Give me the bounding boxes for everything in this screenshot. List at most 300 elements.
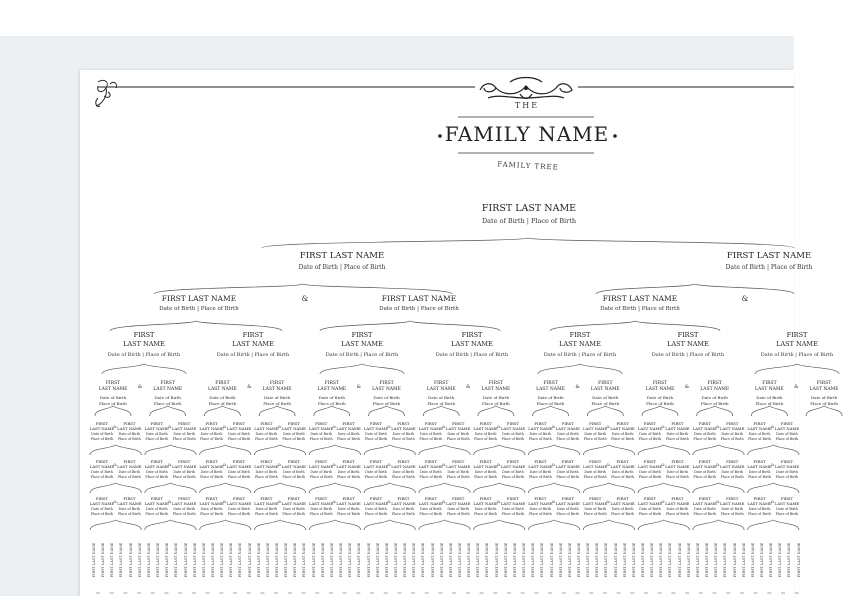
bracket-arc <box>693 445 744 455</box>
person-vertical-entry: FIRST LAST NAME <box>146 542 151 578</box>
person-place: Place of Birth <box>665 512 689 516</box>
bracket-arc <box>154 284 452 294</box>
person-place: Place of Birth <box>482 401 510 406</box>
person-details: Date of Birth | Place of Birth <box>159 306 239 312</box>
person-name-line2: LAST NAME <box>637 464 663 469</box>
person-name-line1: FIRST <box>232 496 246 501</box>
person-date: Date of Birth <box>419 507 442 511</box>
person-date: Date of Birth <box>200 432 223 436</box>
person-details: Date of Birth | Place of Birth <box>325 352 399 358</box>
person-place: Place of Birth <box>419 512 443 516</box>
person-name-line1: FIRST <box>260 459 273 464</box>
person-date: Date of Birth <box>639 432 661 436</box>
person-date: Date of Birth <box>91 507 113 511</box>
person-name-line1: FIRST <box>342 459 355 464</box>
ampersand: & <box>551 424 556 429</box>
person-vertical-entry: FIRST LAST NAME <box>668 542 673 578</box>
bracket-arc <box>419 520 470 530</box>
person-place: Place of Birth <box>720 512 744 516</box>
family-name-title: FAMILY NAME <box>444 122 610 146</box>
person-name-line1: FIRST <box>589 421 602 426</box>
ampersand: & <box>496 424 501 429</box>
bracket-arc <box>693 483 744 493</box>
person-name-line1: FIRST <box>762 381 777 386</box>
person-name-line2: LAST NAME <box>207 387 237 392</box>
person-place: Place of Birth <box>748 475 772 479</box>
person-date: Date of Birth <box>810 395 838 400</box>
person-place: Place of Birth <box>810 401 838 406</box>
person-vertical-entry: FIRST LAST NAME <box>448 542 453 578</box>
person-name-line2: LAST NAME <box>117 501 142 506</box>
person-name-line2: LAST NAME <box>226 464 252 469</box>
person-place: Place of Birth <box>391 475 415 479</box>
bracket-arc <box>110 321 282 331</box>
person-name-line2: LAST NAME <box>500 501 526 506</box>
person-date: Date of Birth <box>447 432 470 436</box>
bracket-arc <box>638 483 689 493</box>
person-date: Date of Birth <box>173 507 196 511</box>
person-name-line2: LAST NAME <box>555 464 580 469</box>
person-name-line1: FIRST <box>397 459 410 464</box>
person-name-line1: FIRST <box>643 421 657 426</box>
person-place: Place of Birth <box>117 475 141 479</box>
person-place: Place of Birth <box>364 512 388 516</box>
person-place: Place of Birth <box>693 437 717 441</box>
person-name-line1: FIRST <box>534 421 547 426</box>
person-name-line2: LAST NAME <box>500 464 526 469</box>
browser-top-bar <box>0 0 794 36</box>
person-vertical-entry: FIRST LAST NAME <box>769 542 774 578</box>
bracket-arc <box>474 483 525 493</box>
person-place: Place of Birth <box>528 475 552 479</box>
person-name-line1: FIRST <box>616 421 629 426</box>
person-name-line1: FIRST <box>150 459 163 464</box>
person-date: Date of Birth <box>474 432 497 436</box>
person-date: Date of Birth <box>666 432 689 436</box>
person-name-line1: FIRST <box>150 496 163 501</box>
person-place: Place of Birth <box>153 401 182 406</box>
ampersand: & <box>277 424 282 429</box>
person-name-line1: FIRST <box>816 381 832 386</box>
person-date: Date of Birth <box>482 395 510 400</box>
person-date: Date of Birth <box>776 432 798 436</box>
person-date: Date of Birth <box>611 507 634 511</box>
person-name-line1: FIRST <box>287 459 300 464</box>
person-name-line1: FIRST <box>671 496 684 501</box>
person-name-line2: LAST NAME <box>199 426 224 431</box>
person-name-line2: LAST NAME <box>720 464 745 469</box>
person-place: Place of Birth <box>501 437 525 441</box>
person-vertical-entry: FIRST LAST NAME <box>622 542 627 578</box>
person-name-line2: LAST NAME <box>610 501 635 506</box>
person-place: Place of Birth <box>755 401 784 406</box>
person-name-line1: FIRST <box>369 459 383 464</box>
person-details: Date of Birth | Place of Birth <box>725 264 813 271</box>
person-name-line2: LAST NAME <box>481 387 511 392</box>
person-vertical-entry: FIRST LAST NAME <box>302 542 307 578</box>
person-name-line2: LAST NAME <box>336 501 361 506</box>
person-vertical-entry: FIRST LAST NAME <box>787 542 792 578</box>
person-date: Date of Birth <box>392 470 415 474</box>
person-name-line1: FIRST <box>643 496 657 501</box>
person-name-line2: LAST NAME <box>747 501 772 506</box>
person-place: Place of Birth <box>372 401 401 406</box>
person-name-line2: LAST NAME <box>336 464 361 469</box>
person-vertical-entry: FIRST LAST NAME <box>567 542 572 578</box>
person-place: Place of Birth <box>611 512 635 516</box>
person-date: Date of Birth <box>666 470 689 474</box>
ampersand: & <box>465 384 471 390</box>
person-place: Place of Birth <box>145 437 169 441</box>
person-name-line2: LAST NAME <box>528 464 553 469</box>
person-name-line1: FIRST <box>726 496 739 501</box>
person-name-line2: LAST NAME <box>153 387 183 392</box>
person-vertical-entry: FIRST LAST NAME <box>714 542 719 578</box>
ampersand: & <box>387 424 391 429</box>
person-date: Date of Birth <box>556 432 579 436</box>
ampersand: & <box>661 424 665 429</box>
person-vertical-entry: FIRST LAST NAME <box>430 542 435 578</box>
person-vertical-entry: FIRST LAST NAME <box>576 542 581 578</box>
ampersand: & <box>684 384 690 390</box>
person-date: Date of Birth <box>428 395 455 400</box>
person-name-line1: FIRST <box>95 459 109 464</box>
person-date: Date of Birth <box>639 470 661 474</box>
person-place: Place of Birth <box>391 437 415 441</box>
person-name-line2: LAST NAME <box>281 426 306 431</box>
ampersand: & <box>606 424 610 429</box>
person-place: Place of Birth <box>99 401 127 406</box>
person-place: Place of Birth <box>665 437 689 441</box>
person-name-line2: LAST NAME <box>774 464 800 469</box>
person-place: Place of Birth <box>117 437 141 441</box>
person-name-line2: LAST NAME <box>720 426 745 431</box>
person-date: Date of Birth <box>721 432 744 436</box>
person-vertical-entry: FIRST LAST NAME <box>375 542 380 578</box>
person-name-line2: LAST NAME <box>583 501 608 506</box>
person-details: Date of Birth | Place of Birth <box>298 264 386 271</box>
bracket-arc <box>145 483 196 493</box>
person-vertical-entry: FIRST LAST NAME <box>686 542 691 578</box>
person-name: FIRST LAST NAME <box>381 294 457 303</box>
person-name-line1: FIRST <box>671 421 684 426</box>
person-vertical-entry: FIRST LAST NAME <box>796 542 801 578</box>
person-vertical-entry: FIRST LAST NAME <box>412 542 417 578</box>
person-name-line1: FIRST <box>397 496 410 501</box>
ampersand: & <box>442 499 446 504</box>
person-details: Date of Birth | Place of Birth <box>760 352 834 358</box>
person-name-line2: LAST NAME <box>123 340 165 348</box>
person-date: Date of Birth <box>255 507 278 511</box>
person-name-line1: FIRST <box>351 331 373 339</box>
ampersand: & <box>168 424 172 429</box>
bracket-arc <box>528 520 579 530</box>
person-date: Date of Birth <box>99 395 127 400</box>
person-vertical-entry: FIRST LAST NAME <box>256 542 261 578</box>
person-place: Place of Birth <box>474 437 498 441</box>
person-name-line1: FIRST <box>397 421 410 426</box>
person-name: FIRST LAST NAME <box>726 251 812 261</box>
person-name-line2: LAST NAME <box>226 501 252 506</box>
person-name-line2: LAST NAME <box>754 387 784 392</box>
person-place: Place of Birth <box>254 475 278 479</box>
person-vertical-entry: FIRST LAST NAME <box>165 542 170 578</box>
person-place: Place of Birth <box>172 475 196 479</box>
person-vertical-entry: FIRST LAST NAME <box>476 542 481 578</box>
person-place: Place of Birth <box>427 401 456 406</box>
person-date: Date of Birth <box>447 470 470 474</box>
person-date: Date of Birth <box>639 507 661 511</box>
bracket-arc <box>748 483 799 493</box>
person-date: Date of Birth <box>748 432 771 436</box>
person-place: Place of Birth <box>145 512 169 516</box>
ampersand: & <box>606 499 610 504</box>
person-vertical-entry: FIRST LAST NAME <box>677 542 682 578</box>
ampersand: & <box>301 294 309 303</box>
ampersand: & <box>794 384 799 390</box>
person-name-line2: LAST NAME <box>665 464 690 469</box>
person-place: Place of Birth <box>446 512 470 516</box>
ampersand: & <box>277 499 282 504</box>
person-date: Date of Birth <box>529 507 552 511</box>
bracket-arc <box>642 406 678 416</box>
person-date: Date of Birth <box>529 432 552 436</box>
person-name-line1: FIRST <box>534 459 547 464</box>
person-vertical-entry: FIRST LAST NAME <box>741 542 746 578</box>
bracket-arc <box>538 364 622 374</box>
bracket-arc <box>320 321 500 331</box>
person-date: Date of Birth <box>337 432 360 436</box>
person-name-line2: LAST NAME <box>667 340 709 348</box>
ampersand: & <box>168 499 172 504</box>
bracket-arc <box>309 445 360 455</box>
person-name-line1: FIRST <box>561 459 574 464</box>
person-name: FIRST LAST NAME <box>602 294 678 303</box>
bracket-arc <box>204 406 240 416</box>
person-date: Date of Birth <box>318 395 345 400</box>
person-place: Place of Birth <box>528 437 552 441</box>
person-date: Date of Birth <box>228 470 250 474</box>
person-name-line2: LAST NAME <box>451 340 493 348</box>
person-date: Date of Birth <box>337 470 360 474</box>
person-date: Date of Birth <box>282 432 305 436</box>
ampersand: & <box>113 462 117 467</box>
person-place: Place of Birth <box>556 475 580 479</box>
ampersand: & <box>387 499 391 504</box>
person-place: Place of Birth <box>282 512 306 516</box>
person-date: Date of Birth <box>748 507 771 511</box>
person-date: Date of Birth <box>537 395 564 400</box>
person-name-line2: LAST NAME <box>309 501 334 506</box>
person-name-line2: LAST NAME <box>645 387 675 392</box>
person-place: Place of Birth <box>200 437 224 441</box>
person-place: Place of Birth <box>364 475 388 479</box>
ampersand: & <box>137 384 143 390</box>
person-place: Place of Birth <box>337 512 361 516</box>
person-name-line2: LAST NAME <box>144 501 169 506</box>
person-name-line1: FIRST <box>95 496 109 501</box>
person-place: Place of Birth <box>309 475 333 479</box>
bracket-arc <box>806 406 842 416</box>
person-date: Date of Birth <box>748 470 771 474</box>
person-name-line2: LAST NAME <box>391 501 416 506</box>
person-name-line1: FIRST <box>260 421 273 426</box>
person-name-line2: LAST NAME <box>336 426 361 431</box>
person-place: Place of Birth <box>638 437 662 441</box>
person-details: Date of Birth | Place of Birth <box>543 352 617 358</box>
person-name-line1: FIRST <box>379 381 394 386</box>
person-date: Date of Birth <box>502 507 524 511</box>
person-date: Date of Birth <box>592 395 619 400</box>
person-name-line1: FIRST <box>671 459 684 464</box>
person-date: Date of Birth <box>255 470 278 474</box>
person-date: Date of Birth <box>200 470 223 474</box>
bracket-arc <box>309 483 360 493</box>
person-date: Date of Birth <box>529 470 552 474</box>
person-date: Date of Birth <box>282 470 305 474</box>
ampersand: & <box>606 462 610 467</box>
person-name-line1: FIRST <box>534 496 547 501</box>
person-date: Date of Birth <box>310 432 333 436</box>
person-place: Place of Birth <box>611 437 635 441</box>
person-date: Date of Birth <box>611 470 634 474</box>
person-date: Date of Birth <box>373 395 400 400</box>
person-name-line1: FIRST <box>452 459 465 464</box>
person-name-line1: FIRST <box>434 381 449 386</box>
person-vertical-entry: FIRST LAST NAME <box>540 542 545 578</box>
person-name-line2: LAST NAME <box>117 464 142 469</box>
bracket-arc <box>145 520 196 530</box>
person-date: Date of Birth <box>337 507 360 511</box>
person-place: Place of Birth <box>665 475 689 479</box>
person-name-line1: FIRST <box>315 421 328 426</box>
ampersand: & <box>247 384 252 390</box>
person-vertical-entry: FIRST LAST NAME <box>192 542 197 578</box>
person-place: Place of Birth <box>474 475 498 479</box>
person-name-line1: FIRST <box>95 421 109 426</box>
person-vertical-entry: FIRST LAST NAME <box>101 542 106 578</box>
person-date: Date of Birth <box>228 507 250 511</box>
person-date: Date of Birth <box>282 507 305 511</box>
person-name-line2: LAST NAME <box>692 464 717 469</box>
person-name-line2: LAST NAME <box>446 464 471 469</box>
person-name-line1: FIRST <box>707 381 722 386</box>
ampersand: & <box>716 499 720 504</box>
person-name-line2: LAST NAME <box>637 501 663 506</box>
person-name-line2: LAST NAME <box>391 426 416 431</box>
person-name: FIRST LAST NAME <box>161 294 237 303</box>
person-place: Place of Birth <box>446 437 470 441</box>
person-name-line2: LAST NAME <box>583 464 608 469</box>
person-place: Place of Birth <box>583 512 607 516</box>
ampersand: & <box>222 462 227 467</box>
person-name-line2: LAST NAME <box>144 426 169 431</box>
person-vertical-entry: FIRST LAST NAME <box>137 542 142 578</box>
person-vertical-entry: FIRST LAST NAME <box>439 542 444 578</box>
person-name-line1: FIRST <box>205 496 218 501</box>
person-name-line1: FIRST <box>543 381 558 386</box>
bracket-arc <box>638 520 689 530</box>
bracket-arc <box>369 406 405 416</box>
person-name-line2: LAST NAME <box>89 464 115 469</box>
person-name-line2: LAST NAME <box>559 340 601 348</box>
person-name-line1: FIRST <box>786 331 808 339</box>
person-date: Date of Birth <box>145 507 168 511</box>
person-name-line1: FIRST <box>616 459 629 464</box>
ampersand: & <box>442 462 446 467</box>
person-place: Place of Birth <box>748 512 772 516</box>
ampersand: & <box>770 499 775 504</box>
person-name-line1: FIRST <box>123 496 136 501</box>
person-vertical-entry: FIRST LAST NAME <box>421 542 426 578</box>
person-name-line1: FIRST <box>698 421 711 426</box>
person-place: Place of Birth <box>583 437 607 441</box>
person-vertical-entry: FIRST LAST NAME <box>265 542 270 578</box>
person-date: Date of Birth <box>419 470 442 474</box>
person-name-line1: FIRST <box>342 496 355 501</box>
person-vertical-entry: FIRST LAST NAME <box>732 542 737 578</box>
bracket-arc <box>95 406 131 416</box>
person-name-line2: LAST NAME <box>446 501 471 506</box>
person-name-line2: LAST NAME <box>665 426 690 431</box>
person-name-line1: FIRST <box>569 331 591 339</box>
person-vertical-entry: FIRST LAST NAME <box>384 542 389 578</box>
person-date: Date of Birth <box>556 507 579 511</box>
person-name-line2: LAST NAME <box>528 501 553 506</box>
person-name-line2: LAST NAME <box>309 464 334 469</box>
person-name-line1: FIRST <box>479 421 492 426</box>
person-name-line1: FIRST <box>589 459 602 464</box>
person-name-line1: FIRST <box>369 496 383 501</box>
person-place: Place of Birth <box>775 475 799 479</box>
person-vertical-entry: FIRST LAST NAME <box>366 542 371 578</box>
person-name-line2: LAST NAME <box>555 426 580 431</box>
person-date: Date of Birth <box>392 432 415 436</box>
person-name-line2: LAST NAME <box>262 387 292 392</box>
person-name-line1: FIRST <box>424 496 437 501</box>
person-details: Date of Birth | Place of Birth <box>216 352 290 358</box>
person-date: Date of Birth <box>474 470 497 474</box>
ampersand: & <box>332 499 336 504</box>
person-vertical-entry: FIRST LAST NAME <box>92 542 96 578</box>
person-place: Place of Birth <box>556 437 580 441</box>
person-date: Date of Birth <box>91 432 113 436</box>
person-vertical-entry: FIRST LAST NAME <box>119 542 124 578</box>
person-vertical-entry: FIRST LAST NAME <box>613 542 618 578</box>
bracket-arc <box>638 445 689 455</box>
person-date: Date of Birth <box>154 395 181 400</box>
person-place: Place of Birth <box>501 475 525 479</box>
bracket-arc <box>748 445 799 455</box>
person-date: Date of Birth <box>666 507 689 511</box>
person-name-line1: FIRST <box>506 459 520 464</box>
person-details: Date of Birth | Place of Birth <box>651 352 725 358</box>
person-name-line1: FIRST <box>105 381 121 386</box>
person-name: FIRST LAST NAME <box>481 203 577 214</box>
bracket-arc <box>596 284 794 294</box>
person-place: Place of Birth <box>528 512 552 516</box>
person-name-line1: FIRST <box>479 459 492 464</box>
person-date: Date of Birth <box>419 432 442 436</box>
person-place: Place of Birth <box>227 512 251 516</box>
bracket-arc <box>478 406 514 416</box>
person-name-line1: FIRST <box>269 381 285 386</box>
person-date: Date of Birth <box>721 470 744 474</box>
bracket-arc <box>419 445 470 455</box>
person-name-line2: LAST NAME <box>172 464 197 469</box>
bracket-arc <box>259 406 295 416</box>
person-date: Date of Birth <box>556 470 579 474</box>
